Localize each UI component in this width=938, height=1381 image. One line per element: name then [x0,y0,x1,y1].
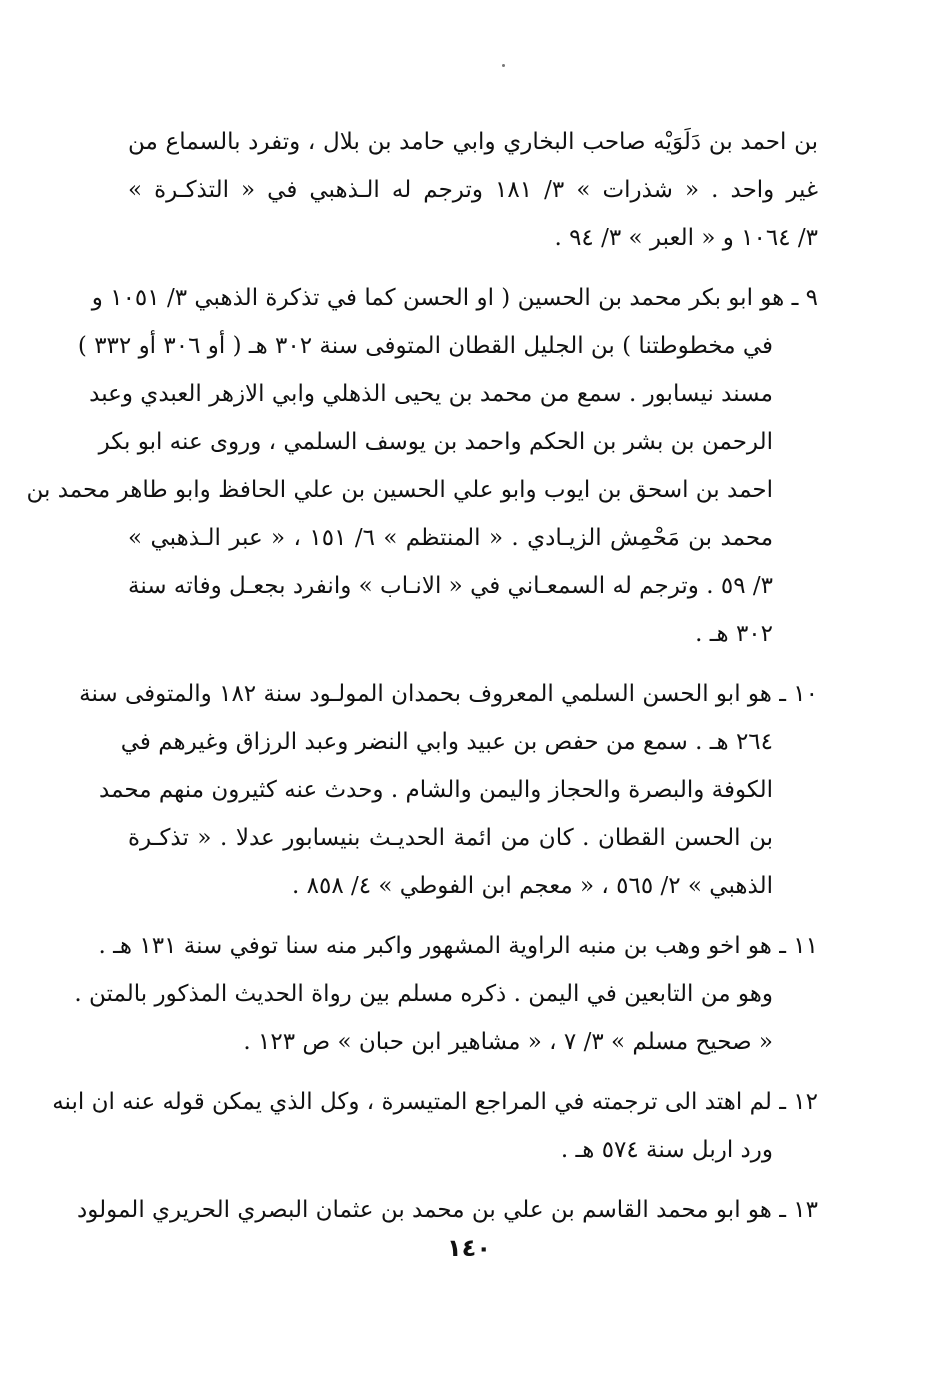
footnote-13 [77,1186,818,1234]
text-line: بن احمد بن دَلَوَيْه صاحب البخاري وابي حامد بن بلال ، وتفرد بالسماع من [128,129,818,155]
text-line: ٣٠٢ هـ . [695,621,773,647]
footnote-11 [74,922,818,1066]
text-line: الذهبي » ٢/ ٥٦٥ ، « معجم ابن الفوطي » ٤/ ٨٥٨ . [291,873,773,899]
text-line: الرحمن بن بشر بن الحكم واحمد بن يوسف السلمي ، وروى عنه ابو بكر [98,429,773,455]
footnote-10 [79,670,818,910]
text-line: وهو من التابعين في اليمن . ذكره مسلم بين رواة الحديث المذكور بالمتن . [74,981,773,1007]
footnote-continuation [128,118,818,262]
text-line: محمد بن مَحْمِش الزيـادي . « المنتظم » ٦/ ١٥١ ، « عبر الـذهبي » [128,525,774,551]
scan-speck [502,64,505,67]
page-number: ١٤٠ [447,1234,491,1262]
footnote-12 [52,1078,818,1174]
text-line: احمد بن اسحق بن ايوب وابو علي الحسين بن علي الحافظ وابو طاهر محمد بن [26,477,773,503]
text-line: ورد اربل سنة ٥٧٤ هـ . [560,1137,773,1163]
footnote-9 [26,274,818,658]
text-line: بن الحسن القطان . كان من ائمة الحديـث بنيسابور عدلا . « تذكـرة [128,825,773,851]
text-line: ٣/ ٥٩ . وترجم له السمعـاني في « الانـاب » وانفرد بجعـل وفاته سنة [128,573,773,599]
text-line: « صحيح مسلم » ٣/ ٧ ، « مشاهير ابن حبان » ص ١٢٣ . [243,1029,773,1055]
text-line: ١١ ـ هو اخو وهب بن منبه الراوية المشهور واكبر منه سنا توفي سنة ١٣١ هـ . [98,933,818,959]
text-line: الكوفة والبصرة والحجاز واليمن والشام . وحدث عنه كثيرون منهم محمد [99,777,773,803]
text-line: في مخطوطتنا ) بن الجليل القطان المتوفى سنة ٣٠٢ هـ ( أو ٣٠٦ أو ٣٣٢ ) [77,333,773,359]
text-line: ٩ ـ هو ابو بكر محمد بن الحسين ( او الحسن كما في تذكرة الذهبي ٣/ ١٠٥١ و [91,285,818,311]
text-line: مسند نيسابور . سمع من محمد بن يحيى الذهلي وابي الازهر العبدي وعبد [89,381,773,407]
footnotes-block [26,118,819,1234]
text-line: ١٣ ـ هو ابو محمد القاسم بن علي بن محمد بن عثمان البصري الحريري المولود [77,1197,818,1223]
text-line: غير واحد . « شذرات » ٣/ ١٨١ وترجم له الـذهبي في « التذكـرة » [128,177,819,203]
text-line: ٣/ ١٠٦٤ و « العبر » ٣/ ٩٤ . [554,225,818,251]
text-line: ٢٦٤ هـ . سمع من حفص بن عبيد وابي النضر وعبد الرزاق وغيرهم في [120,729,773,755]
text-line: ١٢ ـ لم اهتد الى ترجمته في المراجع المتيسرة ، وكل الذي يمكن قوله عنه ان ابنه [52,1089,818,1115]
text-line: ١٠ ـ هو ابو الحسن السلمي المعروف بحمدان المولـود سنة ١٨٢ والمتوفى سنة [79,681,818,707]
